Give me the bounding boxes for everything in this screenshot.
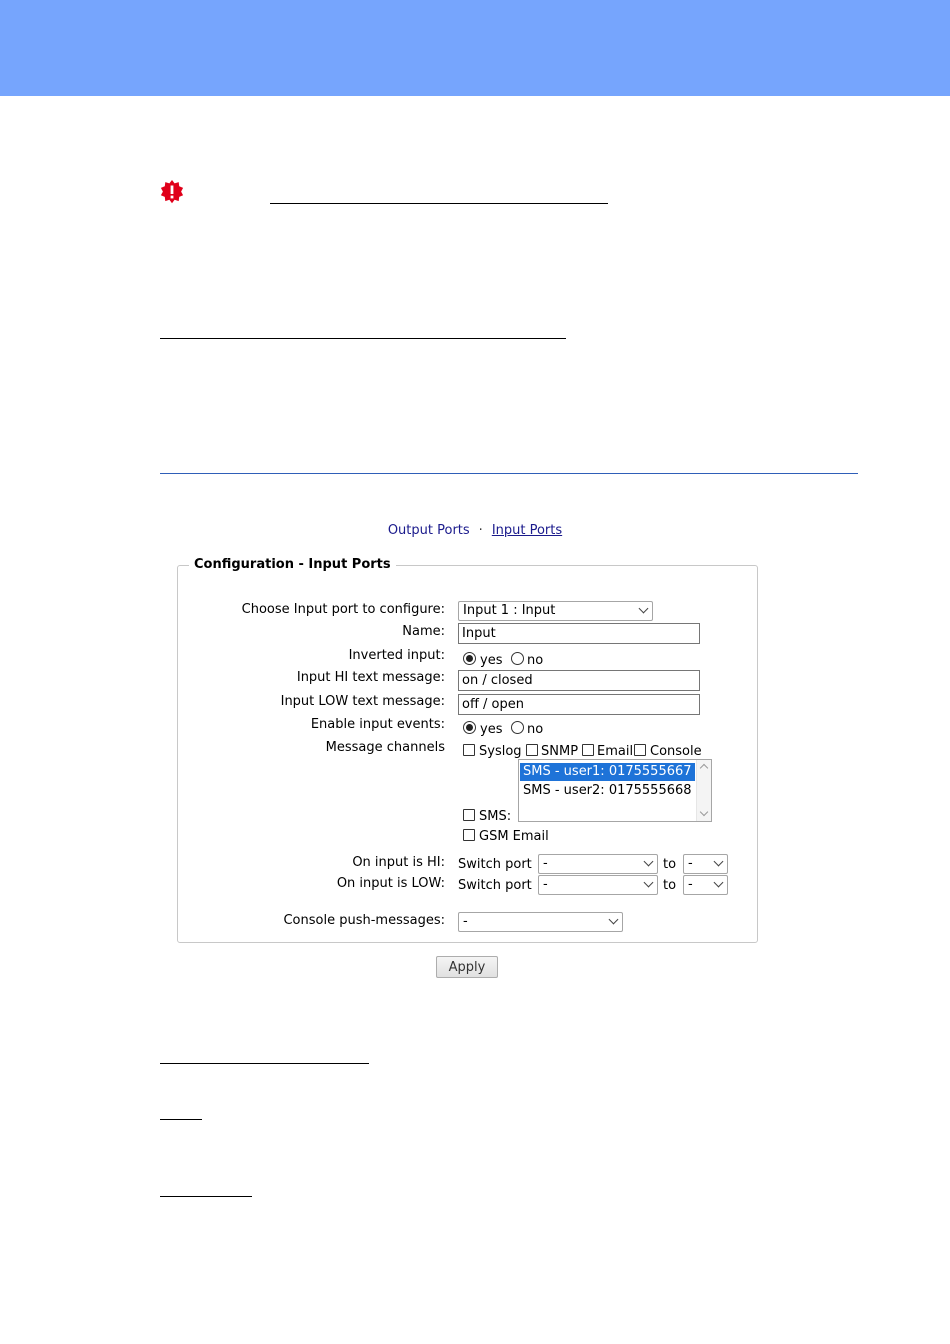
snmp-label: SNMP <box>541 744 579 759</box>
on-hi-label: On input is HI: <box>352 855 445 870</box>
chevron-down-icon <box>639 604 649 614</box>
tab-output-ports[interactable]: Output Ports <box>387 523 470 538</box>
sms-checkbox[interactable] <box>463 809 475 821</box>
list-scrollbar[interactable] <box>696 760 711 821</box>
gsm-email-label: GSM Email <box>479 829 549 844</box>
on-low-to-select[interactable] <box>683 875 728 895</box>
low-message-label: Input LOW text message: <box>280 694 445 709</box>
choose-port-label: Choose Input port to configure: <box>241 602 445 617</box>
hi-message-label: Input HI text message: <box>296 670 445 685</box>
events-yes-label: yes <box>480 722 503 737</box>
underline-rule-3 <box>160 1063 369 1064</box>
on-hi-port-select[interactable] <box>538 854 658 874</box>
inverted-no-label: no <box>527 653 544 668</box>
on-hi-to-value: - <box>688 856 693 871</box>
email-label: Email <box>597 744 634 759</box>
underline-rule-5 <box>160 1196 252 1197</box>
on-low-switch-label: Switch port <box>458 878 532 893</box>
on-low-label: On input is LOW: <box>336 876 445 891</box>
events-no-label: no <box>527 722 544 737</box>
sms-option-1[interactable]: SMS - user1: 0175555667 <box>520 763 695 781</box>
inverted-yes-radio[interactable] <box>463 652 476 665</box>
chevron-down-icon <box>644 857 654 867</box>
on-hi-switch-label: Switch port <box>458 857 532 872</box>
inverted-label: Inverted input: <box>348 648 445 663</box>
top-banner <box>0 0 950 96</box>
on-low-port-select[interactable] <box>538 875 658 895</box>
tab-separator: · <box>478 523 483 538</box>
on-hi-to-label: to <box>663 857 677 872</box>
chevron-down-icon <box>714 878 724 888</box>
on-low-port-value: - <box>543 877 548 892</box>
underline-rule-2 <box>160 338 566 339</box>
tab-input-ports[interactable]: Input Ports <box>491 523 563 538</box>
scroll-down-icon <box>700 808 708 816</box>
syslog-label: Syslog <box>479 744 522 759</box>
sms-label: SMS: <box>479 809 512 824</box>
events-yes-radio[interactable] <box>463 721 476 734</box>
on-low-to-label: to <box>663 878 677 893</box>
email-checkbox[interactable] <box>582 744 594 756</box>
console-push-label: Console push-messages: <box>283 913 445 928</box>
chevron-down-icon <box>644 878 654 888</box>
syslog-checkbox[interactable] <box>463 744 475 756</box>
name-input[interactable]: Input <box>458 623 700 644</box>
port-tabs <box>0 523 950 538</box>
enable-events-label: Enable input events: <box>310 717 445 732</box>
console-label: Console <box>650 744 702 759</box>
choose-port-select[interactable] <box>458 601 653 621</box>
inverted-yes-label: yes <box>480 653 503 668</box>
snmp-checkbox[interactable] <box>526 744 538 756</box>
console-push-select[interactable] <box>458 912 623 932</box>
scroll-up-icon <box>700 764 708 772</box>
config-legend: Configuration - Input Ports <box>189 557 396 572</box>
underline-rule-1 <box>270 203 608 204</box>
inverted-no-radio[interactable] <box>511 652 524 665</box>
hi-message-input[interactable]: on / closed <box>458 670 700 691</box>
on-low-to-value: - <box>688 877 693 892</box>
underline-rule-4 <box>160 1119 202 1120</box>
sms-option-2[interactable]: SMS - user2: 0175555668 <box>523 783 692 798</box>
apply-button[interactable]: Apply <box>436 956 498 978</box>
on-hi-port-value: - <box>543 856 548 871</box>
warning-seal-icon <box>160 180 184 204</box>
console-push-value: - <box>463 914 468 929</box>
section-divider <box>160 473 858 474</box>
on-hi-to-select[interactable] <box>683 854 728 874</box>
console-checkbox[interactable] <box>634 744 646 756</box>
gsm-email-checkbox[interactable] <box>463 829 475 841</box>
low-message-input[interactable]: off / open <box>458 694 700 715</box>
choose-port-value: Input 1 : Input <box>463 603 556 618</box>
chevron-down-icon <box>714 857 724 867</box>
name-label: Name: <box>402 624 445 639</box>
channels-label: Message channels <box>325 740 445 755</box>
chevron-down-icon <box>609 915 619 925</box>
events-no-radio[interactable] <box>511 721 524 734</box>
sms-recipient-list[interactable] <box>518 759 712 822</box>
